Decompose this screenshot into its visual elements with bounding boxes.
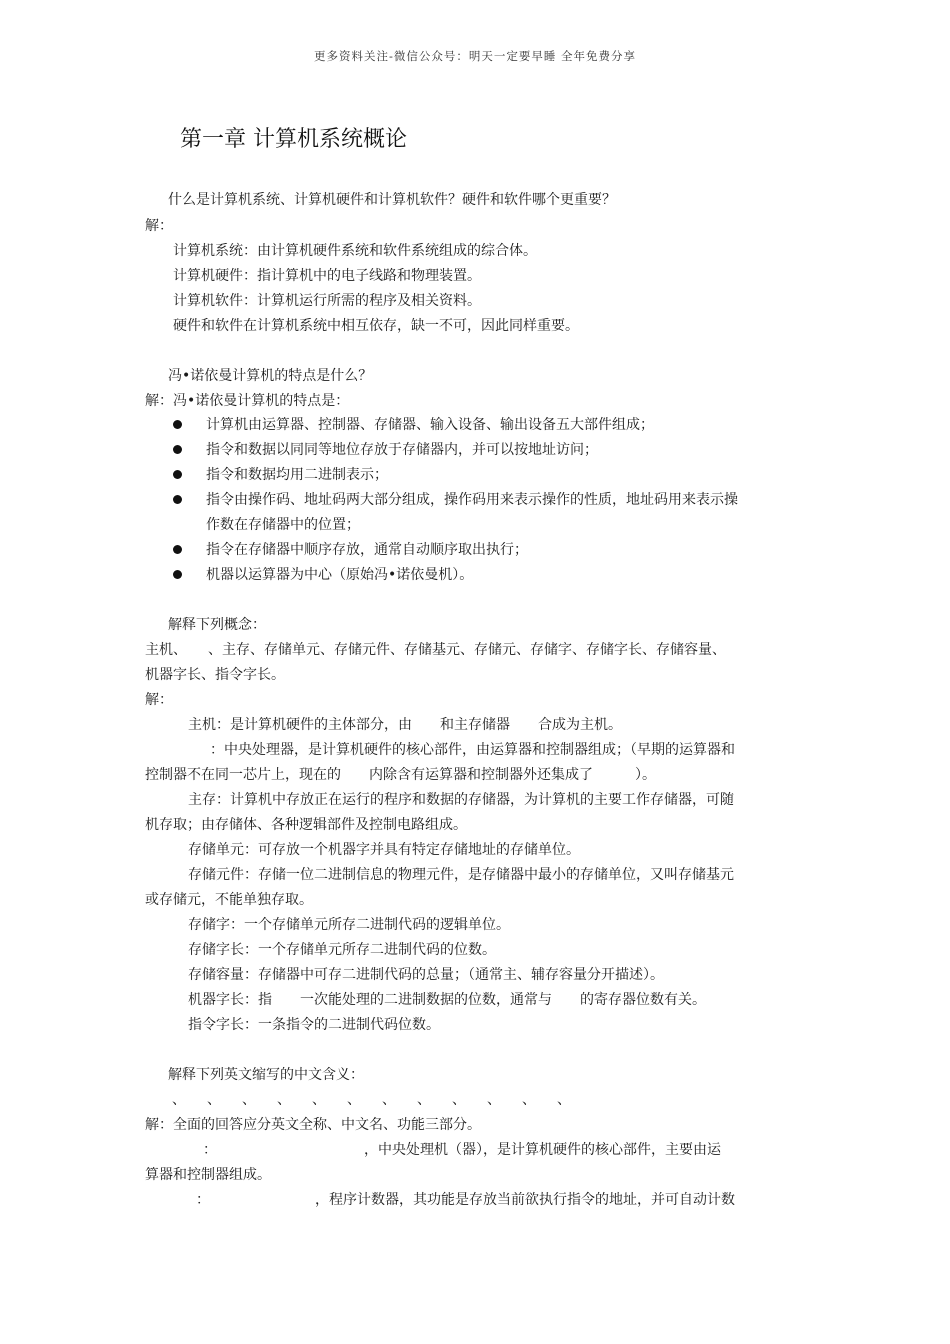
bullet-dot: [173, 445, 182, 454]
bullet-item: 指令和数据以同同等地位存放于存储器内，并可以按地址访问；: [206, 442, 598, 458]
bullet-dot: [173, 570, 182, 579]
bullet-dot: [173, 545, 182, 554]
question-2: 冯•诺依曼计算机的特点是什么？: [168, 368, 373, 384]
page-header: 更多资料关注-微信公众号：明天一定要早睡 全年免费分享: [313, 49, 637, 63]
bullet-dot: [173, 495, 182, 504]
bullet-item: 指令在存储器中顺序存放，通常自动顺序取出执行；: [206, 542, 528, 558]
question-4: 解释下列英文缩写的中文含义：: [168, 1067, 364, 1083]
answer-line: 计算机软件：计算机运行所需的程序及相关资料。: [173, 293, 481, 309]
definition-line: ：中央处理器，是计算机硬件的核心部件，由运算器和控制器组成；（早期的运算器和: [210, 742, 735, 758]
terms-line: 机器字长、指令字长。: [145, 667, 285, 683]
bullet-item: 机器以运算器为中心（原始冯•诺依曼机）。: [206, 567, 474, 583]
definition-line: 存储字：一个存储单元所存二进制代码的逻辑单位。: [188, 917, 510, 933]
definition-line: 存储元件：存储一位二进制信息的物理元件，是存储器中最小的存储单位，又叫存储基元: [188, 867, 734, 883]
definition-line: 控制器不在同一芯片上，现在的 内除含有运算器和控制器外还集成了 ）。: [145, 767, 656, 783]
definition-line: 或存储元，不能单独存取。: [145, 892, 313, 908]
answer-label: 解：: [145, 692, 173, 708]
definition-line: 存储字长：一个存储单元所存二进制代码的位数。: [188, 942, 496, 958]
abbreviation-line: ： ，程序计数器，其功能是存放当前欲执行指令的地址，并可自动计数: [196, 1192, 735, 1208]
answer-line: 计算机硬件：指计算机中的电子线路和物理装置。: [173, 268, 481, 284]
answer-line: 计算机系统：由计算机硬件系统和软件系统组成的综合体。: [173, 243, 537, 259]
abbreviation-line: ： ，中央处理机（器），是计算机硬件的核心部件，主要由运: [203, 1142, 721, 1158]
terms-line: 主机、 、主存、存储单元、存储元件、存储基元、存储元、存储字、存储字长、存储容量、: [145, 642, 726, 658]
bullet-dot: [173, 420, 182, 429]
answer-line: 硬件和软件在计算机系统中相互依存，缺一不可，因此同样重要。: [173, 318, 579, 334]
definition-line: 机器字长：指 一次能处理的二进制数据的位数，通常与 的寄存器位数有关。: [188, 992, 706, 1008]
answer-intro: 解：冯•诺依曼计算机的特点是：: [145, 393, 350, 409]
abbreviation-separators: 、 、 、 、 、 、 、 、 、 、 、 、: [172, 1092, 571, 1108]
bullet-item-continuation: 作数在存储器中的位置；: [206, 517, 360, 533]
abbreviation-line: 算器和控制器组成。: [145, 1167, 271, 1183]
question-1: 什么是计算机系统、计算机硬件和计算机软件？硬件和软件哪个更重要？: [168, 192, 616, 208]
definition-line: 指令字长：一条指令的二进制代码位数。: [188, 1017, 440, 1033]
bullet-item: 指令由操作码、地址码两大部分组成，操作码用来表示操作的性质，地址码用来表示操: [206, 492, 738, 508]
definition-line: 存储容量：存储器中可存二进制代码的总量；（通常主、辅存容量分开描述）。: [188, 967, 664, 983]
answer-label: 解：: [145, 218, 173, 234]
definition-line: 主机：是计算机硬件的主体部分，由 和主存储器 合成为主机。: [188, 717, 622, 733]
definition-line: 存储单元：可存放一个机器字并具有特定存储地址的存储单位。: [188, 842, 580, 858]
definition-line: 主存：计算机中存放正在运行的程序和数据的存储器，为计算机的主要工作存储器，可随: [188, 792, 734, 808]
question-3: 解释下列概念：: [168, 617, 266, 633]
answer-intro: 解：全面的回答应分英文全称、中文名、功能三部分。: [145, 1117, 481, 1133]
bullet-dot: [173, 470, 182, 479]
definition-line: 机存取；由存储体、各种逻辑部件及控制电路组成。: [145, 817, 467, 833]
bullet-item: 计算机由运算器、控制器、存储器、输入设备、输出设备五大部件组成；: [206, 417, 654, 433]
bullet-item: 指令和数据均用二进制表示；: [206, 467, 388, 483]
chapter-title: 第一章 计算机系统概论: [180, 127, 407, 152]
